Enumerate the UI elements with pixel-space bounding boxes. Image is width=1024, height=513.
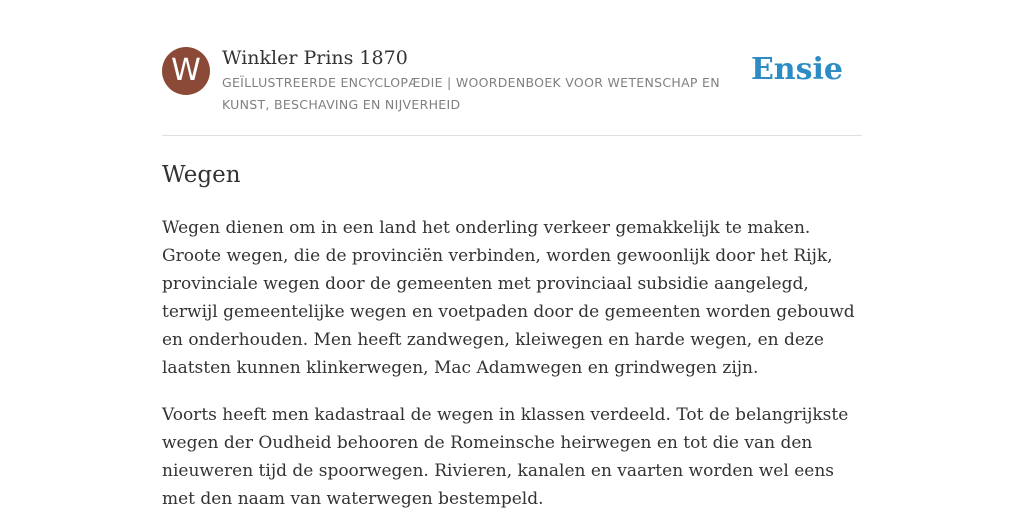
source-subtitle: GEÏLLUSTREERDE ENCYCLOPÆDIE | WOORDENBOEK VOOR WETENSCHAP EN KUNST, BESCHAVING EN NIJVERHEID (222, 75, 720, 112)
source-avatar[interactable]: W (162, 47, 210, 95)
ensie-logo[interactable]: Ensie (750, 52, 843, 87)
entry-paragraph-1: Wegen dienen om in een land het onderling verkeer gemakkelijk te maken. Groote wegen, die de provinciën verbinden, worden gewoonlijk door het Rijk, provinciale wegen door de gemeenten met provinciaal subsidie aangelegd, terwijl gemeentelijke wegen en voetpaden door de gemeenten worden gebouwd en onderhouden. Men heeft zandwegen, kleiwegen en harde wegen, en deze laatsten kunnen klinkerwegen, Mac Adamwegen en grindwegen zijn. (162, 218, 855, 378)
entry-title: Wegen (162, 162, 241, 188)
source-header (162, 40, 862, 136)
entry-paragraph-2: Voorts heeft men kadastraal de wegen in klassen verdeeld. Tot de belangrijkste wegen der Oudheid behooren de Romeinsche heirwegen en tot die van den nieuweren tijd de spoorwegen. Rivieren, kanalen en vaarten worden wel eens met den naam van waterwegen bestempeld. (162, 405, 849, 509)
article-container (162, 40, 862, 513)
source-title[interactable]: Winkler Prins 1870 (222, 47, 408, 69)
